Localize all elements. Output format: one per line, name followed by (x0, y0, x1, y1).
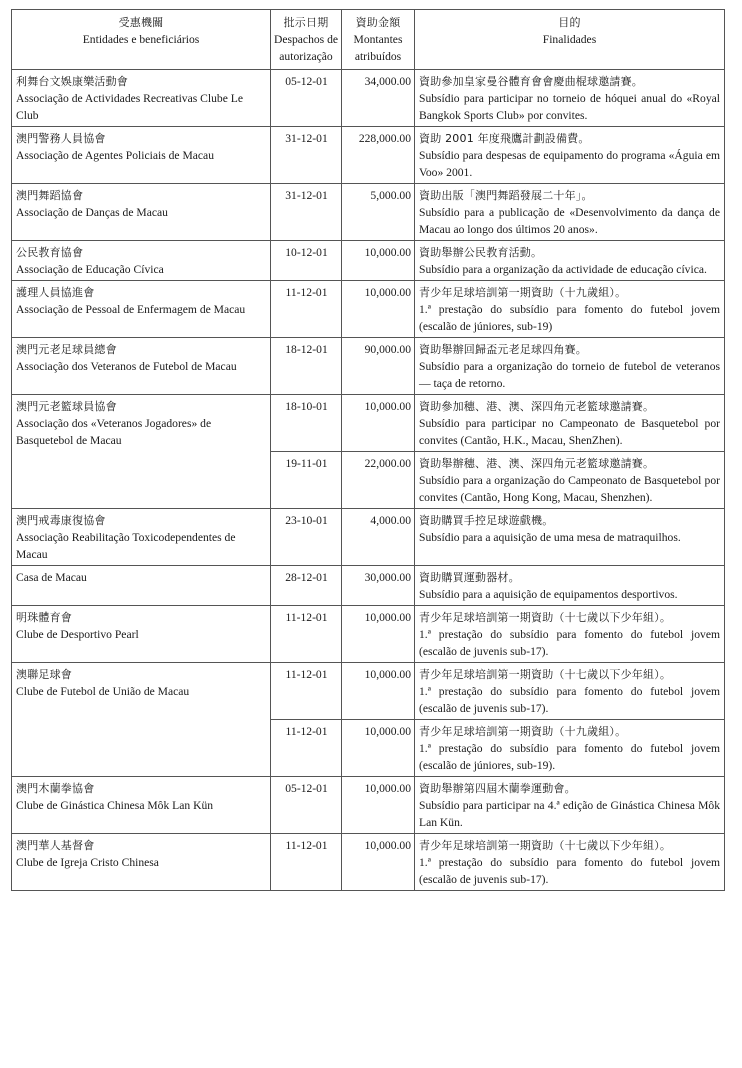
header-purpose-pt: Finalidades (542, 33, 597, 46)
purpose-cell (415, 184, 725, 241)
purpose-zh: 資助購買運動器材。 (419, 571, 520, 584)
purpose-zh: 青少年足球培訓第一期資助（十九歲組）。 (419, 725, 627, 738)
purpose-pt: Subsídio para a organização da actividade de educação cívica. (419, 263, 707, 276)
amount-cell: 4,000.00 (342, 509, 415, 566)
entity-name-zh: 利舞台文娛康樂活動會 (16, 75, 128, 88)
date-cell: 10-12-01 (271, 241, 342, 281)
header-entities-zh: 受惠機關 (118, 16, 164, 29)
purpose-pt: Subsídio para a publicação de «Desenvolvimento da dança de Macau ao longo dos últimos 20 anos». (419, 206, 720, 236)
entity-name-pt: Clube de Ginástica Chinesa Môk Lan Kün (16, 799, 214, 812)
table-row (12, 509, 725, 566)
purpose-zh: 資助舉辦第四屆木蘭拳運動會。 (419, 782, 576, 795)
entity-cell (12, 184, 271, 241)
entity-name-pt: Associação Reabilitação Toxicodependentes de Macau (16, 531, 236, 561)
purpose-pt: 1.ª prestação do subsídio para fomento do futebol jovem (escalão de juvenis sub-17). (419, 628, 720, 658)
purpose-pt: 1.ª prestação do subsídio para fomento do futebol jovem (escalão de júniores, sub-19). (419, 742, 720, 772)
purpose-zh: 資助 2001 年度飛鷹計劃設備費。 (419, 132, 590, 145)
purpose-cell (415, 834, 725, 891)
purpose-pt: 1.ª prestação do subsídio para fomento do futebol jovem (escalão de juvenis sub-17). (419, 856, 720, 886)
table-row (12, 395, 725, 452)
entity-cell (12, 338, 271, 395)
purpose-cell (415, 777, 725, 834)
header-date (271, 10, 342, 70)
table-row (12, 606, 725, 663)
entity-cell (12, 777, 271, 834)
entity-name-zh: 明珠體育會 (16, 611, 72, 624)
date-cell: 11-12-01 (271, 834, 342, 891)
purpose-zh: 資助購買手控足球遊戲機。 (419, 514, 554, 527)
amount-cell: 228,000.00 (342, 127, 415, 184)
purpose-cell (415, 566, 725, 606)
entity-cell (12, 127, 271, 184)
table-row (12, 777, 725, 834)
purpose-zh: 資助舉辦公民教育活動。 (419, 246, 543, 259)
purpose-zh: 青少年足球培訓第一期資助（十七歲以下少年組）。 (419, 839, 672, 852)
amount-cell: 30,000.00 (342, 566, 415, 606)
purpose-pt: Subsídio para a organização do torneio de futebol de veteranos — taça de retorno. (419, 360, 720, 390)
amount-cell: 90,000.00 (342, 338, 415, 395)
table-row (12, 241, 725, 281)
amount-cell: 10,000.00 (342, 281, 415, 338)
entity-name-zh: 澳門元老籃球員協會 (16, 400, 117, 413)
date-cell: 18-10-01 (271, 395, 342, 452)
purpose-cell (415, 720, 725, 777)
purpose-pt: Subsídio para participar na 4.ª edição de Ginástica Chinesa Môk Lan Kün. (419, 799, 720, 829)
entity-cell (12, 509, 271, 566)
entity-cell (12, 70, 271, 127)
purpose-pt: Subsídio para a organização do Campeonato de Basquetebol por convites (Cantão, Hong Kong, Macau, Shenzhen). (419, 474, 720, 504)
entity-name-pt: Associação de Agentes Policiais de Macau (16, 149, 214, 162)
date-cell: 28-12-01 (271, 566, 342, 606)
purpose-pt: 1.ª prestação do subsídio para fomento do futebol jovem (escalão de júniores, sub-19) (419, 303, 720, 333)
purpose-cell (415, 70, 725, 127)
table-row (12, 184, 725, 241)
purpose-cell (415, 452, 725, 509)
entity-name-pt: Clube de Futebol de União de Macau (16, 685, 190, 698)
entity-name-zh: 澳門木蘭拳協會 (16, 782, 95, 795)
purpose-zh: 資助舉辦回歸盃元老足球四角賽。 (419, 343, 587, 356)
entity-name-pt: Associação de Actividades Recreativas Clube Le Club (16, 92, 243, 122)
purpose-zh: 青少年足球培訓第一期資助（十九歲組）。 (419, 286, 627, 299)
purpose-cell (415, 338, 725, 395)
header-amount-pt-line2: atribuídos (354, 50, 402, 63)
date-cell: 05-12-01 (271, 70, 342, 127)
entity-name-pt: Associação dos «Veteranos Jogadores» de Basquetebol de Macau (16, 417, 212, 447)
entity-cell (12, 663, 271, 777)
amount-cell: 10,000.00 (342, 241, 415, 281)
purpose-cell (415, 127, 725, 184)
purpose-pt: Subsídio para participar no torneio de hóquei anual do «Royal Bangkok Sports Club» por convites. (419, 92, 720, 122)
purpose-cell (415, 395, 725, 452)
entity-cell (12, 395, 271, 509)
entity-name-zh: 澳門舞蹈協會 (16, 189, 84, 202)
purpose-pt: Subsídio para participar no Campeonato de Basquetebol por convites (Cantão, H.K., Macau, ShenZhen). (419, 417, 720, 447)
entity-name-pt: Casa de Macau (16, 571, 87, 584)
entity-name-pt: Associação de Educação Cívica (16, 263, 164, 276)
amount-cell: 10,000.00 (342, 606, 415, 663)
purpose-cell (415, 663, 725, 720)
purpose-zh: 資助參加皇家曼谷體育會會慶曲棍球邀請賽。 (419, 75, 643, 88)
entity-name-zh: 澳門警務人員協會 (16, 132, 106, 145)
header-purpose (415, 10, 725, 70)
table-row (12, 70, 725, 127)
table-body (12, 70, 725, 891)
date-cell: 19-11-01 (271, 452, 342, 509)
date-cell: 11-12-01 (271, 606, 342, 663)
table-row (12, 834, 725, 891)
date-cell: 23-10-01 (271, 509, 342, 566)
header-entities-pt: Entidades e beneficiários (82, 33, 200, 46)
entity-name-pt: Associação de Pessoal de Enfermagem de Macau (16, 303, 246, 316)
entity-cell (12, 241, 271, 281)
purpose-pt: Subsídio para a aquisição de uma mesa de matraquilhos. (419, 531, 681, 544)
header-amount-zh: 資助金額 (355, 16, 401, 29)
entity-name-zh: 澳門戒毒康復協會 (16, 514, 106, 527)
amount-cell: 10,000.00 (342, 395, 415, 452)
amount-cell: 10,000.00 (342, 834, 415, 891)
header-date-zh: 批示日期 (283, 16, 329, 29)
amount-cell: 10,000.00 (342, 777, 415, 834)
purpose-zh: 資助參加穗、港、澳、深四角元老籃球邀請賽。 (419, 400, 655, 413)
header-date-pt-line2: autorização (279, 50, 333, 63)
date-cell: 11-12-01 (271, 720, 342, 777)
purpose-pt: 1.ª prestação do subsídio para fomento do futebol jovem (escalão de juvenis sub-17). (419, 685, 720, 715)
entity-cell (12, 281, 271, 338)
purpose-cell (415, 241, 725, 281)
date-cell: 05-12-01 (271, 777, 342, 834)
purpose-pt: Subsídio para despesas de equipamento do programa «Águia em Voo» 2001. (419, 149, 720, 179)
table-header-row (12, 10, 725, 70)
header-amount (342, 10, 415, 70)
date-cell: 18-12-01 (271, 338, 342, 395)
table-row (12, 663, 725, 720)
purpose-zh: 青少年足球培訓第一期資助（十七歲以下少年組）。 (419, 668, 672, 681)
subsidy-table (11, 9, 725, 891)
date-cell: 31-12-01 (271, 184, 342, 241)
entity-name-pt: Associação dos Veteranos de Futebol de Macau (16, 360, 237, 373)
entity-name-pt: Clube de Desportivo Pearl (16, 628, 139, 641)
amount-cell: 10,000.00 (342, 663, 415, 720)
entity-name-zh: 公民教育協會 (16, 246, 84, 259)
header-amount-pt-line1: Montantes (353, 33, 403, 46)
table-row (12, 566, 725, 606)
entity-name-zh: 澳門元老足球員總會 (16, 343, 117, 356)
amount-cell: 22,000.00 (342, 452, 415, 509)
date-cell: 11-12-01 (271, 281, 342, 338)
entity-name-zh: 澳門華人基督會 (16, 839, 95, 852)
header-date-pt-line1: Despachos de (273, 33, 339, 46)
date-cell: 11-12-01 (271, 663, 342, 720)
header-purpose-zh: 目的 (558, 16, 581, 29)
purpose-cell (415, 606, 725, 663)
amount-cell: 34,000.00 (342, 70, 415, 127)
table-row (12, 127, 725, 184)
amount-cell: 5,000.00 (342, 184, 415, 241)
entity-name-zh: 澳聯足球會 (16, 668, 72, 681)
entity-name-pt: Clube de Igreja Cristo Chinesa (16, 856, 159, 869)
entity-cell (12, 566, 271, 606)
purpose-pt: Subsídio para a aquisição de equipamentos desportivos. (419, 588, 678, 601)
entity-cell (12, 834, 271, 891)
entity-name-zh: 護理人員協進會 (16, 286, 95, 299)
purpose-zh: 資助舉辦穗、港、澳、深四角元老籃球邀請賽。 (419, 457, 655, 470)
table-row (12, 338, 725, 395)
entity-name-pt: Associação de Danças de Macau (16, 206, 168, 219)
header-entities (12, 10, 271, 70)
amount-cell: 10,000.00 (342, 720, 415, 777)
purpose-cell (415, 281, 725, 338)
date-cell: 31-12-01 (271, 127, 342, 184)
purpose-zh: 資助出版「澳門舞蹈發展二十年」。 (419, 189, 593, 202)
purpose-cell (415, 509, 725, 566)
entity-cell (12, 606, 271, 663)
table-row (12, 281, 725, 338)
purpose-zh: 青少年足球培訓第一期資助（十七歲以下少年組）。 (419, 611, 672, 624)
